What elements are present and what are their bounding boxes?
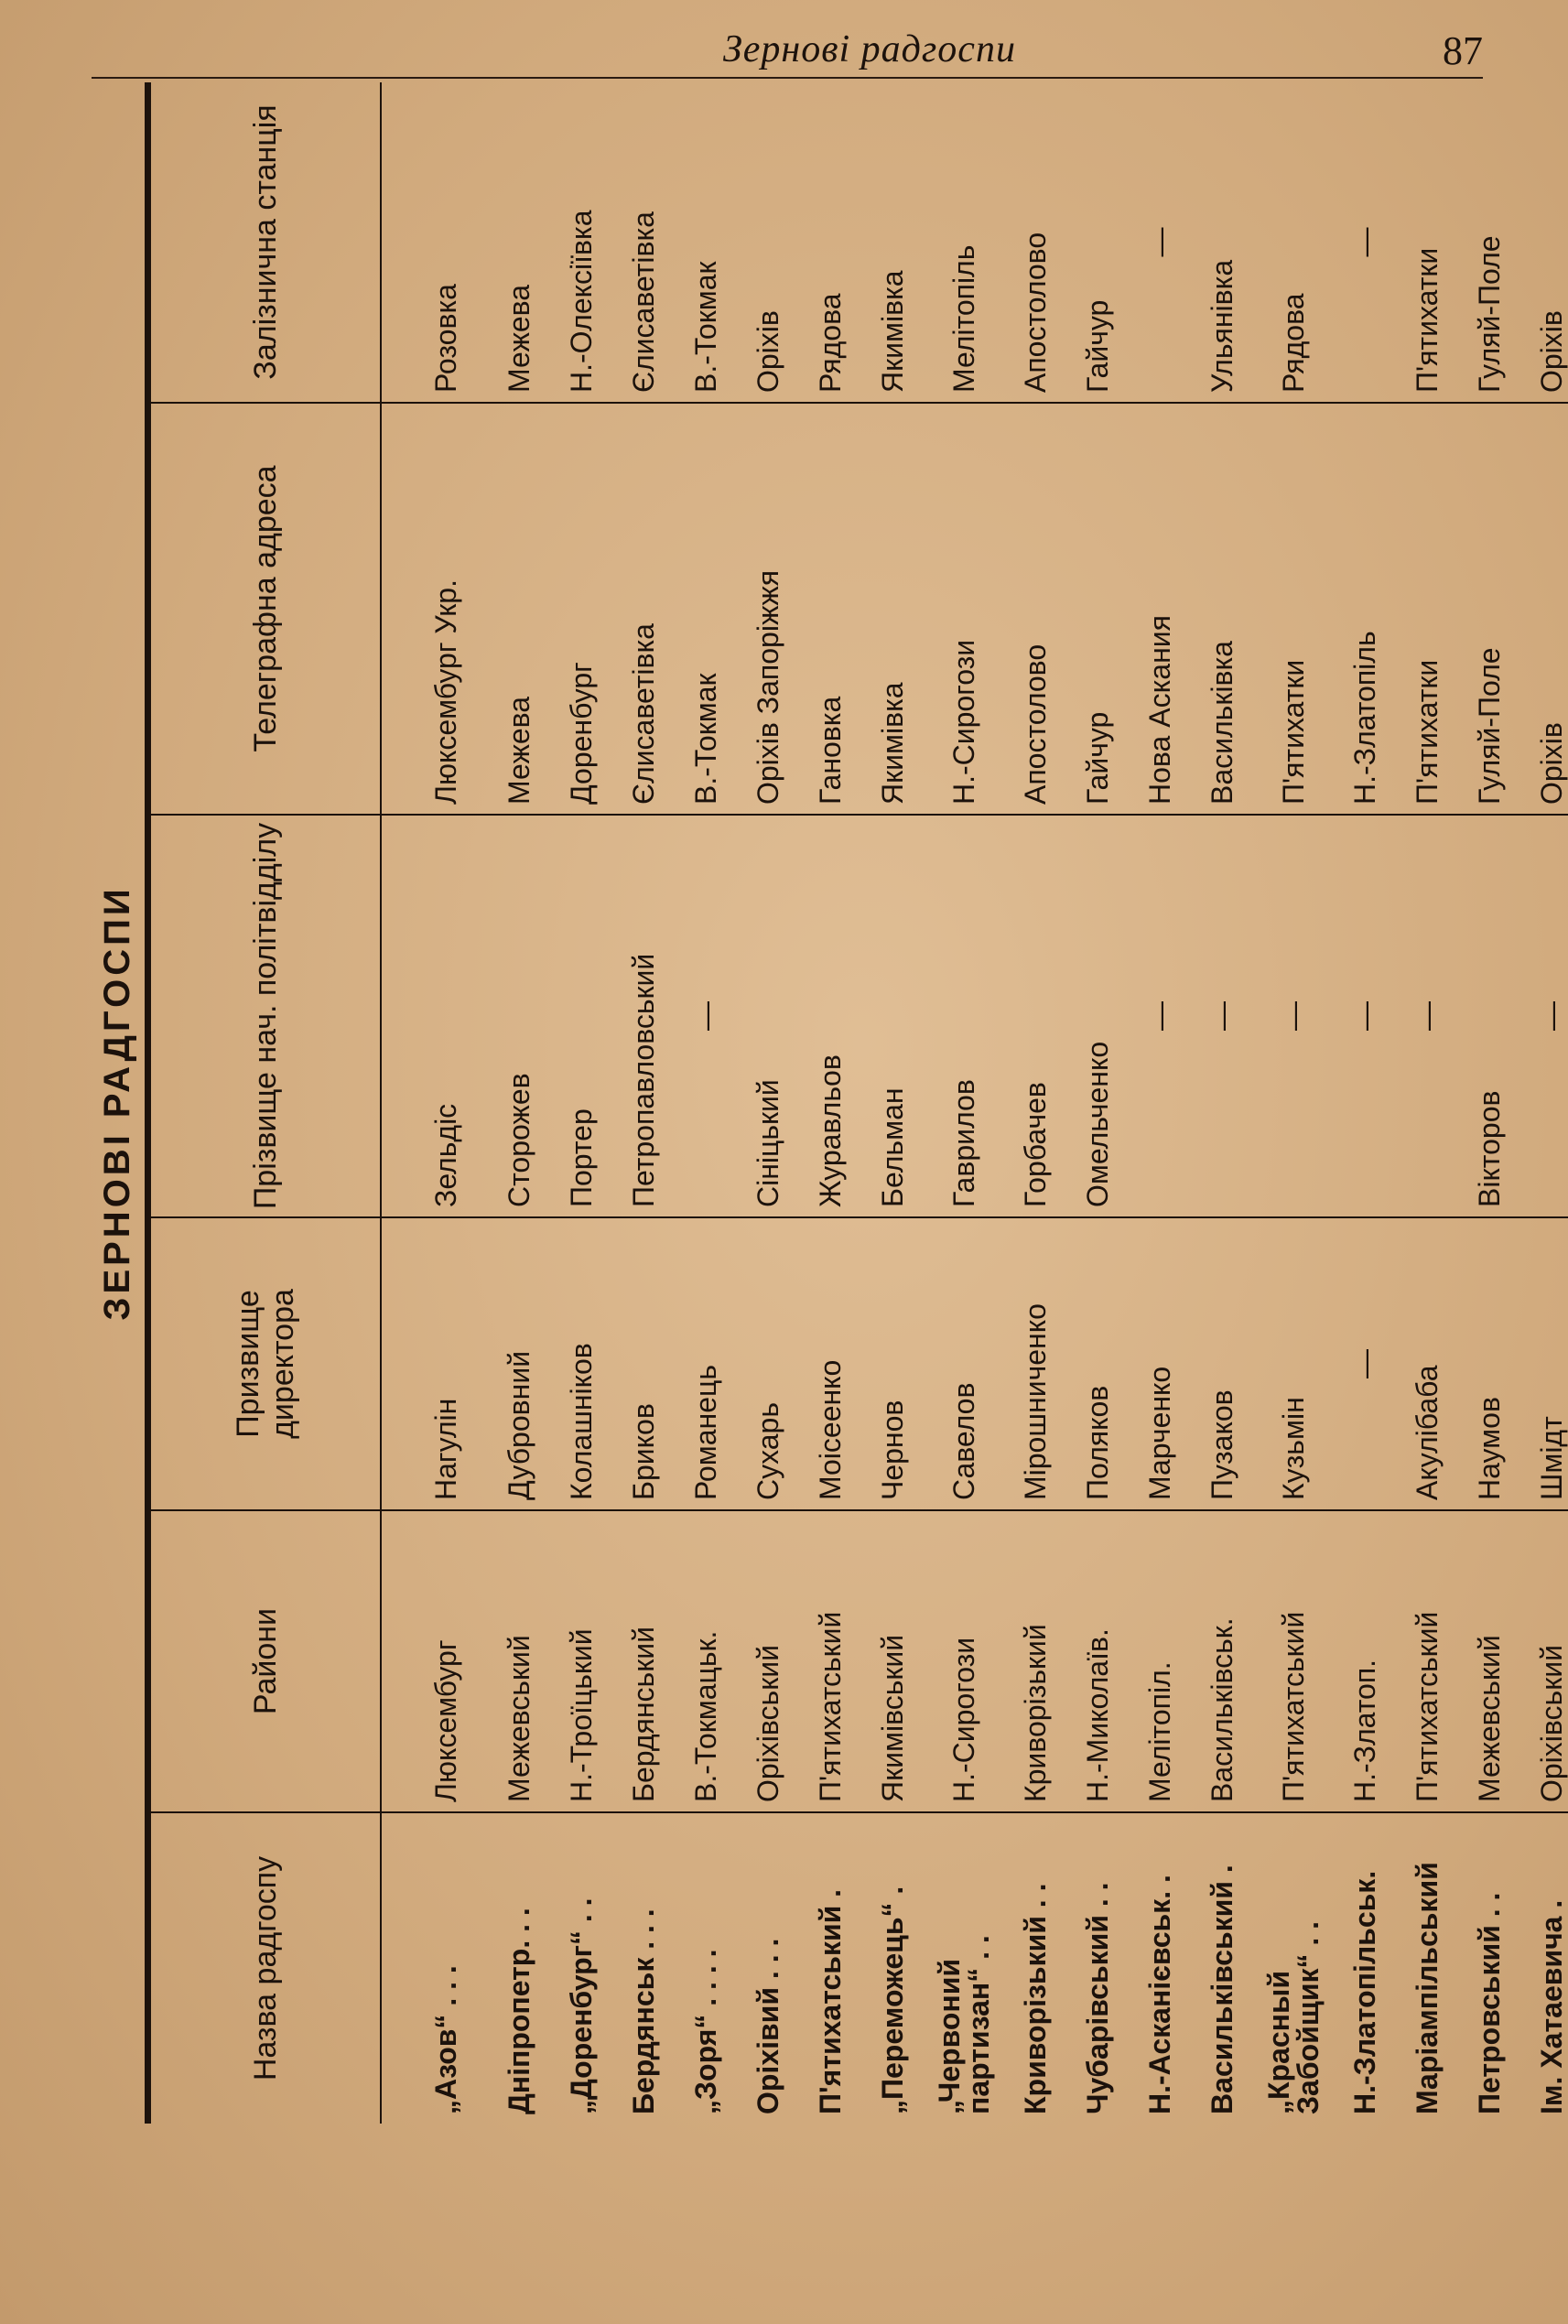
table-cell: Моісеенко xyxy=(799,1217,861,1510)
table-row xyxy=(550,82,612,2124)
table-cell: Нагулін xyxy=(381,1217,488,1510)
table-cell: Наумов xyxy=(1458,1217,1520,1510)
table-cell: Межевський xyxy=(1458,1510,1520,1812)
table-cell: Дубровний xyxy=(488,1217,550,1510)
table-cell: — xyxy=(1334,815,1396,1217)
table-cell: Н.-Миколаїв. xyxy=(1066,1510,1129,1812)
table-cell: Поляков xyxy=(1066,1217,1129,1510)
table-cell: Васильківськ. xyxy=(1191,1510,1253,1812)
table-cell: Бердянськ . . . xyxy=(627,1908,660,2114)
table-cell: Савелов xyxy=(924,1217,1004,1510)
table-cell: Сторожев xyxy=(488,815,550,1217)
header-rule xyxy=(92,77,1483,79)
table-cell: Гаврилов xyxy=(924,815,1004,1217)
table-cell: Бельман xyxy=(861,815,924,1217)
table-row xyxy=(924,82,1004,2124)
table-cell: Гановка xyxy=(799,403,861,815)
table-row xyxy=(1129,82,1191,2124)
table-cell: „Доренбург“ . . xyxy=(565,1897,598,2114)
table-cell: — xyxy=(675,815,737,1217)
table-cell: Межевський xyxy=(488,1510,550,1812)
table-cell: П'ятихатський xyxy=(799,1510,861,1812)
table-cell: Апостолово xyxy=(1004,403,1066,815)
table-row xyxy=(737,82,799,2124)
table-cell: — xyxy=(1334,82,1396,403)
table-row xyxy=(1066,82,1129,2124)
table-row xyxy=(612,82,675,2124)
table-cell: Гайчур xyxy=(1066,403,1129,815)
table-row xyxy=(1520,82,1568,2124)
table-cell: Шмідт xyxy=(1520,1217,1568,1510)
table-cell: Н.-Троїцький xyxy=(550,1510,612,1812)
table-cell: Дніпропетр. . . xyxy=(503,1908,535,2114)
table-cell: Єлисаветівка xyxy=(612,82,675,403)
table-cell: Пузаков xyxy=(1191,1217,1253,1510)
table-cell: Горбачев xyxy=(1004,815,1066,1217)
table-cell: — xyxy=(1396,815,1458,1217)
column-header: Прізвище нач. політвідділу xyxy=(148,815,382,1217)
table-cell: Кузьмін xyxy=(1253,1217,1334,1510)
table-cell: Оріхів xyxy=(1520,403,1568,815)
table-cell: Омельченко xyxy=(1066,815,1129,1217)
table-cell: Оріхівий . . . xyxy=(752,1938,784,2114)
table-row xyxy=(1191,82,1253,2124)
table-cell: Н.-Златопіль xyxy=(1334,403,1396,815)
table-row xyxy=(381,82,488,2124)
table-cell: П'ятихатки xyxy=(1396,82,1458,403)
table-cell: В.-Токмак xyxy=(675,403,737,815)
page-number: 87 xyxy=(1443,28,1483,73)
table-cell: Сухарь xyxy=(737,1217,799,1510)
table-cell: Ульянівка xyxy=(1191,82,1253,403)
table-cell: Межева xyxy=(488,403,550,815)
column-header: Залізнична станція xyxy=(148,82,382,403)
table-row xyxy=(861,82,924,2124)
table-cell: — xyxy=(1191,815,1253,1217)
table-cell: Романець xyxy=(675,1217,737,1510)
table-body xyxy=(381,82,1568,2124)
table-cell: Н.-Сирогози xyxy=(924,1510,1004,1812)
rotated-table-block xyxy=(81,82,1568,2124)
table-cell: Зельдіс xyxy=(381,815,488,1217)
column-header: Телеграфна адреса xyxy=(148,403,382,815)
table-row xyxy=(1253,82,1334,2124)
table-cell: Ім. Хатаевича . xyxy=(1535,1899,1568,2114)
table-cell: „Азов“ . . . xyxy=(429,1965,462,2114)
table-cell: Якимівка xyxy=(861,82,924,403)
table-cell: П'ятихатський xyxy=(1253,1510,1334,1812)
column-header: Райони xyxy=(148,1510,382,1812)
table-cell: Криворізький xyxy=(1004,1510,1066,1812)
table-row xyxy=(799,82,861,2124)
table-cell: Якимівка xyxy=(861,403,924,815)
table-cell: Н.-Сирогози xyxy=(924,403,1004,815)
table-cell: Васильківський . xyxy=(1206,1865,1238,2114)
table-cell: „Переможець“ . xyxy=(876,1886,909,2114)
table-cell: Чубарівський . . xyxy=(1081,1882,1114,2114)
table-cell: Єлисаветівка xyxy=(612,403,675,815)
table-cell: Маріампільський xyxy=(1411,1862,1444,2114)
grain-farms-table xyxy=(145,82,1568,2124)
table-cell: В.-Токмак xyxy=(675,82,737,403)
table-cell: Криворізький . . xyxy=(1019,1883,1052,2114)
table-cell: П'ятихатки xyxy=(1396,403,1458,815)
table-cell: Колашніков xyxy=(550,1217,612,1510)
table-cell: Портер xyxy=(550,815,612,1217)
table-cell: — xyxy=(1253,815,1334,1217)
table-row xyxy=(1004,82,1066,2124)
table-cell: П'ятихатський . xyxy=(814,1888,847,2114)
table-cell: Вікторов xyxy=(1458,815,1520,1217)
running-title: Зернові радгоспи xyxy=(723,28,1016,70)
table-cell: — xyxy=(1129,82,1191,403)
table-cell: Журавльов xyxy=(799,815,861,1217)
table-cell: Мелітопіл. xyxy=(1129,1510,1191,1812)
column-header: Назва радгоспу xyxy=(148,1812,382,2124)
table-cell: Чернов xyxy=(861,1217,924,1510)
table-row xyxy=(1334,82,1396,2124)
table-header-row xyxy=(148,82,382,2124)
table-cell: — xyxy=(1129,815,1191,1217)
table-cell: П'ятихатський xyxy=(1396,1510,1458,1812)
table-cell: Оріхів xyxy=(737,82,799,403)
column-header: Призвище директора xyxy=(148,1217,382,1510)
table-cell: Апостолово xyxy=(1004,82,1066,403)
table-row xyxy=(675,82,737,2124)
table-cell: Нова Аскания xyxy=(1129,403,1191,815)
table-row xyxy=(1396,82,1458,2124)
table-cell: „Червоний партизан“ . . xyxy=(933,1935,995,2114)
table-cell: Бриков xyxy=(612,1217,675,1510)
table-cell: Н.-Златоп. xyxy=(1334,1510,1396,1812)
table-cell: — xyxy=(1334,1217,1396,1510)
table-cell: Якимівський xyxy=(861,1510,924,1812)
table-cell: Люксембург Укр. xyxy=(381,403,488,815)
table-cell: „Зоря“ . . . . xyxy=(689,1949,722,2114)
table-cell: Н.-Асканієвськ. . xyxy=(1143,1875,1176,2114)
table-cell: П'ятихатки xyxy=(1253,403,1334,815)
table-cell: Петропавловський xyxy=(612,815,675,1217)
table-cell: „Красный Забойщик“ . . xyxy=(1262,1920,1325,2114)
table-cell: Доренбург xyxy=(550,403,612,815)
table-cell: Рядова xyxy=(1253,82,1334,403)
table-cell: Люксембург xyxy=(381,1510,488,1812)
table-cell: Н.-Олексіївка xyxy=(550,82,612,403)
table-cell: Оріхівський xyxy=(737,1510,799,1812)
table-cell: Оріхів Запоріжжя xyxy=(737,403,799,815)
table-cell: Сініцький xyxy=(737,815,799,1217)
table-cell: Гуляй-Поле xyxy=(1458,403,1520,815)
table-cell: Петровський . . xyxy=(1473,1892,1506,2114)
table-row xyxy=(1458,82,1520,2124)
table-cell: Мірошниченко xyxy=(1004,1217,1066,1510)
table-cell: Гуляй-Поле xyxy=(1458,82,1520,403)
table-title: ЗЕРНОВІ РАДГОСПИ xyxy=(97,885,137,1321)
running-header xyxy=(92,22,1483,79)
table-cell: Розовка xyxy=(381,82,488,403)
table-cell: Межева xyxy=(488,82,550,403)
table-cell: Васильківка xyxy=(1191,403,1253,815)
table-cell: Н.-Златопільськ. xyxy=(1348,1870,1381,2114)
table-cell: Оріхівський xyxy=(1520,1510,1568,1812)
table-row xyxy=(488,82,550,2124)
table-cell: Рядова xyxy=(799,82,861,403)
table-cell: Гайчур xyxy=(1066,82,1129,403)
table-cell: В.-Токмацьк. xyxy=(675,1510,737,1812)
table-cell: Марченко xyxy=(1129,1217,1191,1510)
table-cell: Акулібаба xyxy=(1396,1217,1458,1510)
table-cell: Бердянський xyxy=(612,1510,675,1812)
table-cell: Мелітопіль xyxy=(924,82,1004,403)
table-cell: — xyxy=(1520,815,1568,1217)
table-cell: Оріхів xyxy=(1520,82,1568,403)
